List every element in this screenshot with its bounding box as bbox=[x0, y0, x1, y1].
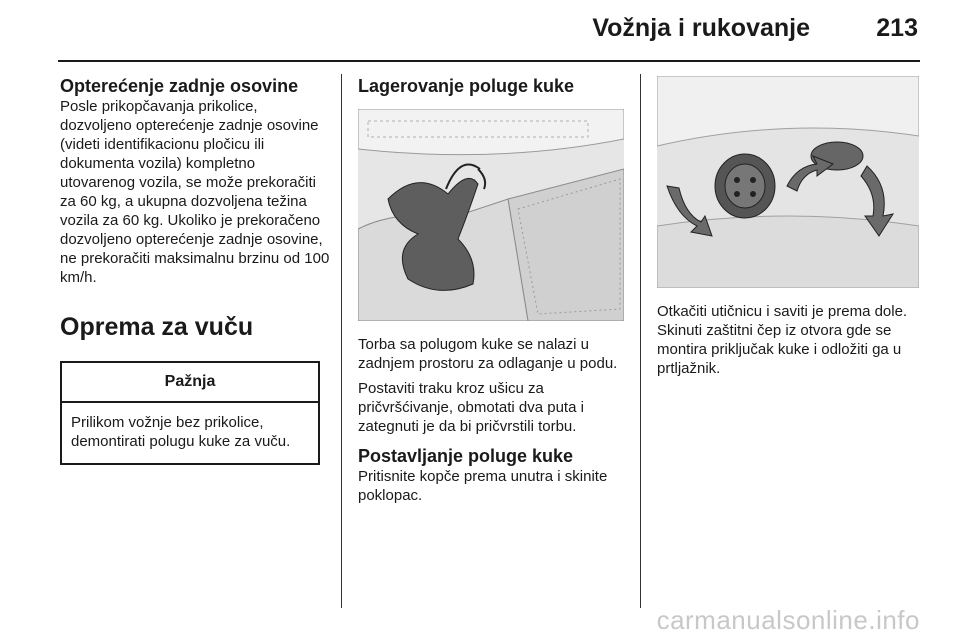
storage-paragraph-1: Torba sa polugom kuke se nalazi u zadnjem prostoru za odlaganje u podu. bbox=[358, 336, 618, 372]
page-number: 213 bbox=[876, 14, 918, 42]
caution-title: Pažnja bbox=[62, 363, 318, 403]
header-title: Vožnja i rukovanje bbox=[592, 14, 810, 42]
column-divider-1 bbox=[341, 74, 342, 608]
caution-text: Prilikom vožnje bez prikolice, demontirati polugu kuke za vuču. bbox=[71, 414, 291, 450]
rear-axle-paragraph: Posle prikopčavanja prikolice, dozvoljeno opterećenje zadnje osovine (videti identifikacionu pločicu ili dokumenta vozila) kompletno utovarenog vozila, se može prekoračiti za 60 kg, a ukupna dozvoljena težina vozila za 60 kg. Ukoliko je prekoračeno dozvoljeno opterećenje zadnje osovine, ne prekoračiti maksimalnu brzinu od 100 km/h. bbox=[60, 98, 330, 286]
towing-section-title: Oprema za vuču bbox=[60, 313, 254, 341]
tow-bar-bag-illustration-icon bbox=[358, 109, 624, 321]
install-paragraph: Pritisnite kopče prema unutra i skinite poklopac. bbox=[358, 468, 608, 504]
column-2 bbox=[358, 76, 628, 511]
column-3 bbox=[657, 76, 923, 384]
header-divider bbox=[58, 60, 920, 62]
caution-box bbox=[60, 361, 320, 465]
storage-heading: Lagerovanje poluge kuke bbox=[358, 76, 575, 96]
column-1 bbox=[60, 76, 330, 465]
install-subheading: Postavljanje poluge kuke bbox=[358, 446, 574, 466]
watermark: carmanualsonline.info bbox=[656, 605, 920, 635]
rear-axle-heading: Opterećenje zadnje osovine bbox=[60, 76, 299, 96]
socket-paragraph: Otkačiti utičnicu i saviti je prema dole. Skinuti zaštitni čep iz otvora gde se montira priključak kuke i odložiti ga u prtljažnik. bbox=[657, 303, 908, 377]
storage-paragraph-2: Postaviti traku kroz ušicu za pričvršćivanje, obmotati dva puta i zategnuti je da bi pričvrstili torbu. bbox=[358, 380, 584, 435]
column-divider-2 bbox=[640, 74, 641, 608]
socket-fold-down-illustration-icon bbox=[657, 76, 919, 288]
